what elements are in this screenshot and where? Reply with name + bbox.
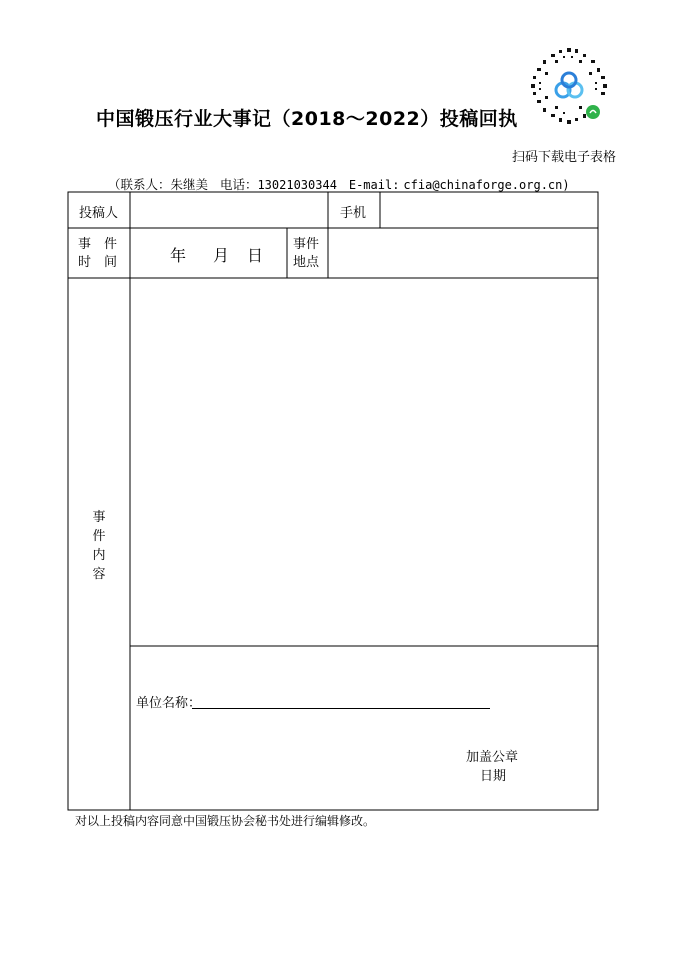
- event-place-label-line2: 地点: [293, 255, 320, 270]
- submitter-field[interactable]: [131, 193, 327, 227]
- event-place-label: [293, 236, 319, 272]
- event-place-label-line1: 事件: [293, 237, 320, 252]
- event-content-char-4: 容: [92, 567, 106, 582]
- event-time-label: [78, 236, 117, 272]
- contact-email-label: E-mail:: [348, 178, 400, 192]
- unit-name-label: 单位名称：: [136, 696, 202, 711]
- event-content-char-2: 件: [92, 529, 106, 544]
- footer-consent-note: 对以上投稿内容同意中国锻压协会秘书处进行编辑修改。: [75, 814, 376, 828]
- event-place-field[interactable]: [329, 229, 597, 277]
- submitter-label: 投稿人: [79, 206, 119, 221]
- unit-name-underline: [192, 708, 490, 709]
- event-content-label: [89, 508, 109, 584]
- contact-phone-label: 电话：: [219, 177, 258, 192]
- event-content-char-3: 内: [92, 548, 106, 563]
- unit-name-field[interactable]: [192, 690, 490, 708]
- date-month-label: 月: [213, 246, 230, 265]
- date-day-label: 日: [247, 246, 264, 265]
- event-date-field[interactable]: [131, 229, 286, 277]
- mobile-field[interactable]: [381, 193, 597, 227]
- page-title: 中国锻压行业大事记（2018～2022）投稿回执: [96, 108, 518, 130]
- qr-code-icon: [529, 46, 609, 126]
- seal-label: 加盖公章: [466, 750, 519, 765]
- date-year-label: 年: [170, 246, 187, 265]
- contact-email: cfia@chinaforge.org.cn): [403, 178, 570, 192]
- event-content-char-1: 事: [92, 510, 106, 525]
- contact-phone: 13021030344: [257, 178, 337, 192]
- contact-person: （联系人：朱继美: [108, 177, 209, 192]
- event-time-label-line1: 事 件: [78, 237, 118, 252]
- date-label: 日期: [480, 769, 507, 784]
- mobile-label: 手机: [340, 206, 367, 221]
- contact-line: [108, 175, 570, 193]
- scan-download-note: 扫码下载电子表格: [512, 150, 617, 165]
- event-content-field[interactable]: [131, 279, 597, 645]
- event-time-label-line2: 时 间: [78, 255, 118, 270]
